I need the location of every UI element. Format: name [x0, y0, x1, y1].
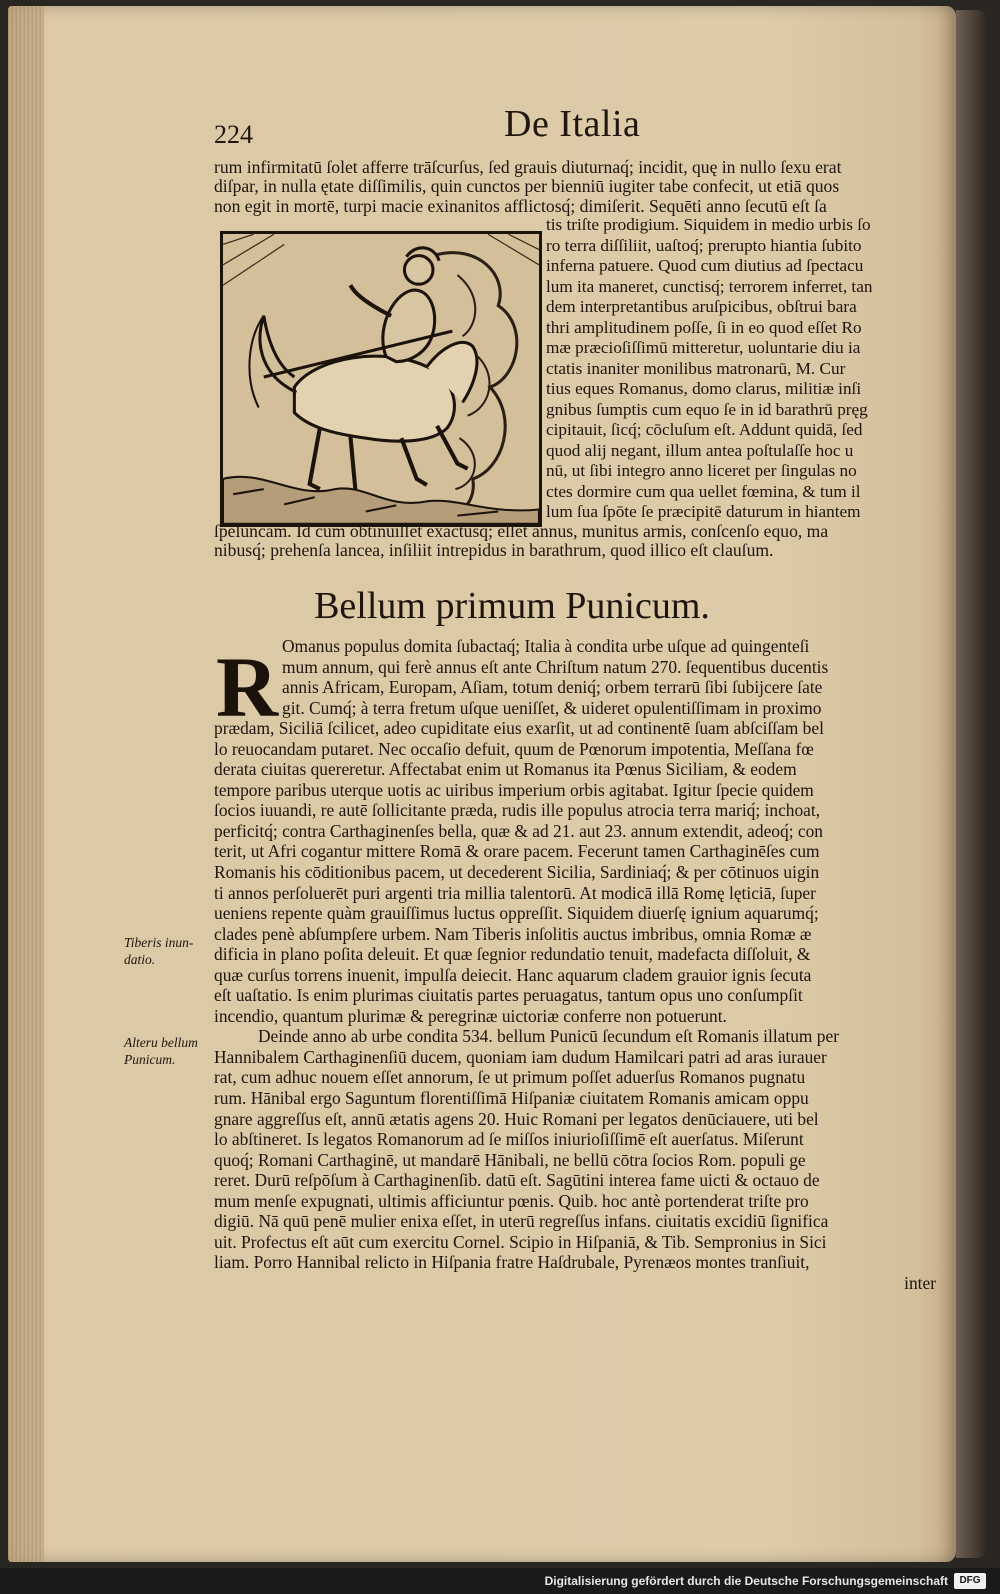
text-line: eſt uaſtatio. Is enim plurimas ciuitatis partes peruagatus, tantum opus uno conſumpſit [214, 985, 803, 1006]
text-line: terit, ut Afri cogantur mittere Romā & orare pacem. Fecerunt tamen Carthaginēſes cum [214, 841, 820, 862]
text-line: dem interpretantibus aruſpicibus, obſtrui bara [546, 297, 857, 316]
page-edges [8, 6, 44, 1562]
text-line: reret. Durū reſpōſum à Carthaginenſib. datū eſt. Sagūtini interea fame uicti & octauo de [214, 1170, 820, 1191]
marginal-note [124, 1034, 224, 1068]
running-head [8, 98, 956, 158]
text-line: Romanis his cōditionibus pacem, ut decederent Sicilia, Sardiniaq́; & per cōtinuos uigin [214, 862, 820, 883]
text-line: lo reuocandam putaret. Nec occaſio defuit, quum de Pœnorum impotentia, Meſſana fœ [214, 738, 814, 759]
dfg-logo: DFG [954, 1573, 986, 1589]
text-line: perficitq́; contra Carthaginenſes bella, quæ & ad 21. aut 23. annum extendit, adeoq́; con [214, 820, 823, 841]
text-line: quod alij negant, illum antea poſtulaſſe hoc u [546, 440, 854, 460]
page-number: 224 [214, 120, 253, 149]
text-line: Hannibalem Carthaginenſiū ducem, quoniam iam dudum Hamilcari patri ad aras iurauer [214, 1046, 827, 1067]
section-heading: Bellum primum Punicum. [314, 585, 710, 627]
text-line: nibusq́; prehenſa lancea, inſiliit intrepidus in barathrum, quod illico eſt clauſum. [214, 541, 774, 561]
text-line: Omanus populus domita ſubactaq́; Italia à condita urbe uſque ad quingenteſi [282, 636, 810, 656]
text-line: rat, cum adhuc nouem eſſet annorum, ſe ut primum poſſet aduerſus Romanos pugnatu [214, 1067, 806, 1088]
text-block-after-woodcut [214, 522, 934, 561]
marginal-note-line: datio. [124, 952, 156, 967]
text-line: inferna patuere. Quod cum diutius ad ſpectacu [546, 256, 864, 275]
marginal-note-line: Punicum. [124, 1052, 176, 1067]
text-block-main [214, 636, 936, 1294]
text-line: Deinde anno ab urbe condita 534. bellum Punicū ſecundum eſt Romanis illatum per [258, 1026, 840, 1047]
text-line: non egit in mortē, turpi macie exinanitos afflictosq́; dimiſerit. Sequēti anno ſecutū eſt ſa [214, 196, 827, 216]
text-line: ctes dormire cum qua uellet fœmina, & tum il [546, 481, 861, 501]
footer-bar [0, 1570, 1000, 1594]
text-line: git. Cumq́; à terra fretum uſque ueniſſet, & uideret opulentiſſimam in proximo [282, 697, 822, 718]
text-line: lo abſtineret. Is legatos Romanorum ad ſe miſſos iniurioſiſſimē eſt auerſatus. Miſerunt [214, 1129, 804, 1150]
text-line: lum ita maneret, cunctisq́; terrorem inferret, tan [546, 276, 873, 296]
text-line: gnibus ſumptis cum equo ſe in id barathrū pręg [546, 399, 868, 419]
text-line: dificia in plano poſita deleuit. Et quæ ſegnior redundatio tenuit, madefacta diſſoluit, & [214, 944, 811, 965]
drop-cap: R [216, 639, 279, 735]
running-title: De Italia [504, 103, 641, 145]
marginal-note [124, 934, 224, 968]
woodcut-horseman-icon [220, 231, 542, 527]
text-line: lum ſua ſpōte ſe præcipitē daturum in hiantem [546, 502, 861, 521]
book-binding-edge [956, 10, 986, 1558]
text-block-top [214, 158, 934, 216]
text-line: mum menſe expugnati, ultimis afficiuntur pœnis. Quib. hoc antè portenderat triſte pro [214, 1190, 809, 1211]
marginal-note-line: Alteru bellum [124, 1035, 198, 1050]
text-line: prædam, Siciliā ſcilicet, adeo cupiditate eius exarſit, ut ad continentē ſuam abſciſſam bel [214, 718, 824, 739]
text-line: gnare aggreſſus eſt, annū ætatis agens 20. Huic Romani per legatos denūciauere, uti bel [214, 1108, 819, 1129]
text-line: derata ciuitas quereretur. Affectabat enim ut Romanus ita Pœnus Siciliam, & eodem [214, 759, 797, 780]
text-line: ſocios iuuandi, re autē ſollicitante præda, rudis ille populus atrocia terra mariq́; inchoat, [214, 800, 821, 821]
book-page [8, 6, 956, 1562]
text-line: mæ præcioſiſſimū mitteretur, uoluntarie diu ia [546, 338, 861, 357]
text-line: quoq́; Romani Carthaginē, ut mandarē Hānibali, ne bellū cōtra ſocios Rom. populi ge [214, 1149, 806, 1170]
text-line: thri amplitudinem poſſe, ſi in eo quod eſſet Ro [546, 317, 862, 337]
text-line: uit. Profectus eſt aūt cum exercitu Cornel. Scipio in Hiſpaniā, & Tib. Sempronius in Sici [214, 1231, 827, 1252]
text-line: rum infirmitatū ſolet afferre trāſcurſus, ſed grauis diuturnaq́; incidit, quę in nullo ſexu erat [214, 158, 842, 177]
text-line: annis Africam, Europam, Aſiam, totum deniq́; orbem terrarū ſibi ſubijcere ſate [282, 677, 823, 698]
text-line: ctatis inaniter monilibus matronarū, M. Cur [546, 358, 846, 378]
text-line: clades penè abſumpſere urbem. Nam Tiberis inſolitis auctus imbribus, omnia Romæ æ [214, 923, 812, 944]
footer-credit: Digitalisierung gefördert durch die Deutsche Forschungsgemeinschaft [544, 1574, 948, 1588]
text-line: ro terra diſſiliit, uaſtoq́; prerupto hiantia ſubito [546, 235, 862, 255]
text-line: tempore paribus uterque uotis ac uiribus imperium orbis agitabat. Igitur ſpecie quidem [214, 779, 814, 800]
text-line: ueniens repente quàm grauiſſimus luctus oppreſſit. Siquidem diuerſę ignium aquarumq́; [214, 903, 819, 924]
text-line: cipitauit, ſicq́; cōcluſum eſt. Addunt quidā, ſed [546, 420, 863, 439]
text-line: digiū. Nā quū penē mulier enixa eſſet, in uterū regreſſus infans. ciuitatis excidiū ſignifica [214, 1211, 829, 1232]
text-line: nū, ut ſibi integro anno liceret per ſingulas no [546, 461, 857, 480]
text-line: rum. Hānibal ergo Saguntum florentiſſimā Hiſpaniæ ciuitatem Romanis amicam oppu [214, 1088, 809, 1109]
text-block-wrap [546, 215, 934, 523]
catchword: inter [904, 1272, 936, 1293]
text-line: tis triſte prodigium. Siquidem in medio urbis ſo [546, 215, 871, 234]
text-line: liam. Porro Hannibal relicto in Hiſpania fratre Haſdrubale, Pyrenæos montes tranſiuit, [214, 1252, 810, 1273]
text-line: quæ curſus torrens inuenit, impulſa deiecit. Hanc aquarum cladem grauior ignis ſecuta [214, 964, 812, 985]
text-line: incendio, quantum plurimæ & peregrinæ uictoriæ conferre non potuerunt. [214, 1005, 727, 1026]
text-line: tius eques Romanus, domo clarus, militiæ inſi [546, 379, 862, 398]
marginal-note-line: Tiberis inun- [124, 935, 194, 950]
text-line: diſpar, in nulla ętate diſſimilis, quin cunctos per bienniū iugiter tabe confecit, ut etiā quos [214, 177, 840, 197]
text-line: ſpeluncam. Id cum obtinuiſſet exactusq́; eſſet annus, munitus armis, conſcenſo equo, ma [214, 522, 829, 541]
text-line: mum annum, qui ferè annus eſt ante Chriſtum natum 270. ſequentibus ducentis [282, 656, 829, 677]
text-line: ti annos perſoluerēt puri argenti tria millia talentorū. At modicā illā Romę lęticiā, ſuper [214, 882, 816, 903]
